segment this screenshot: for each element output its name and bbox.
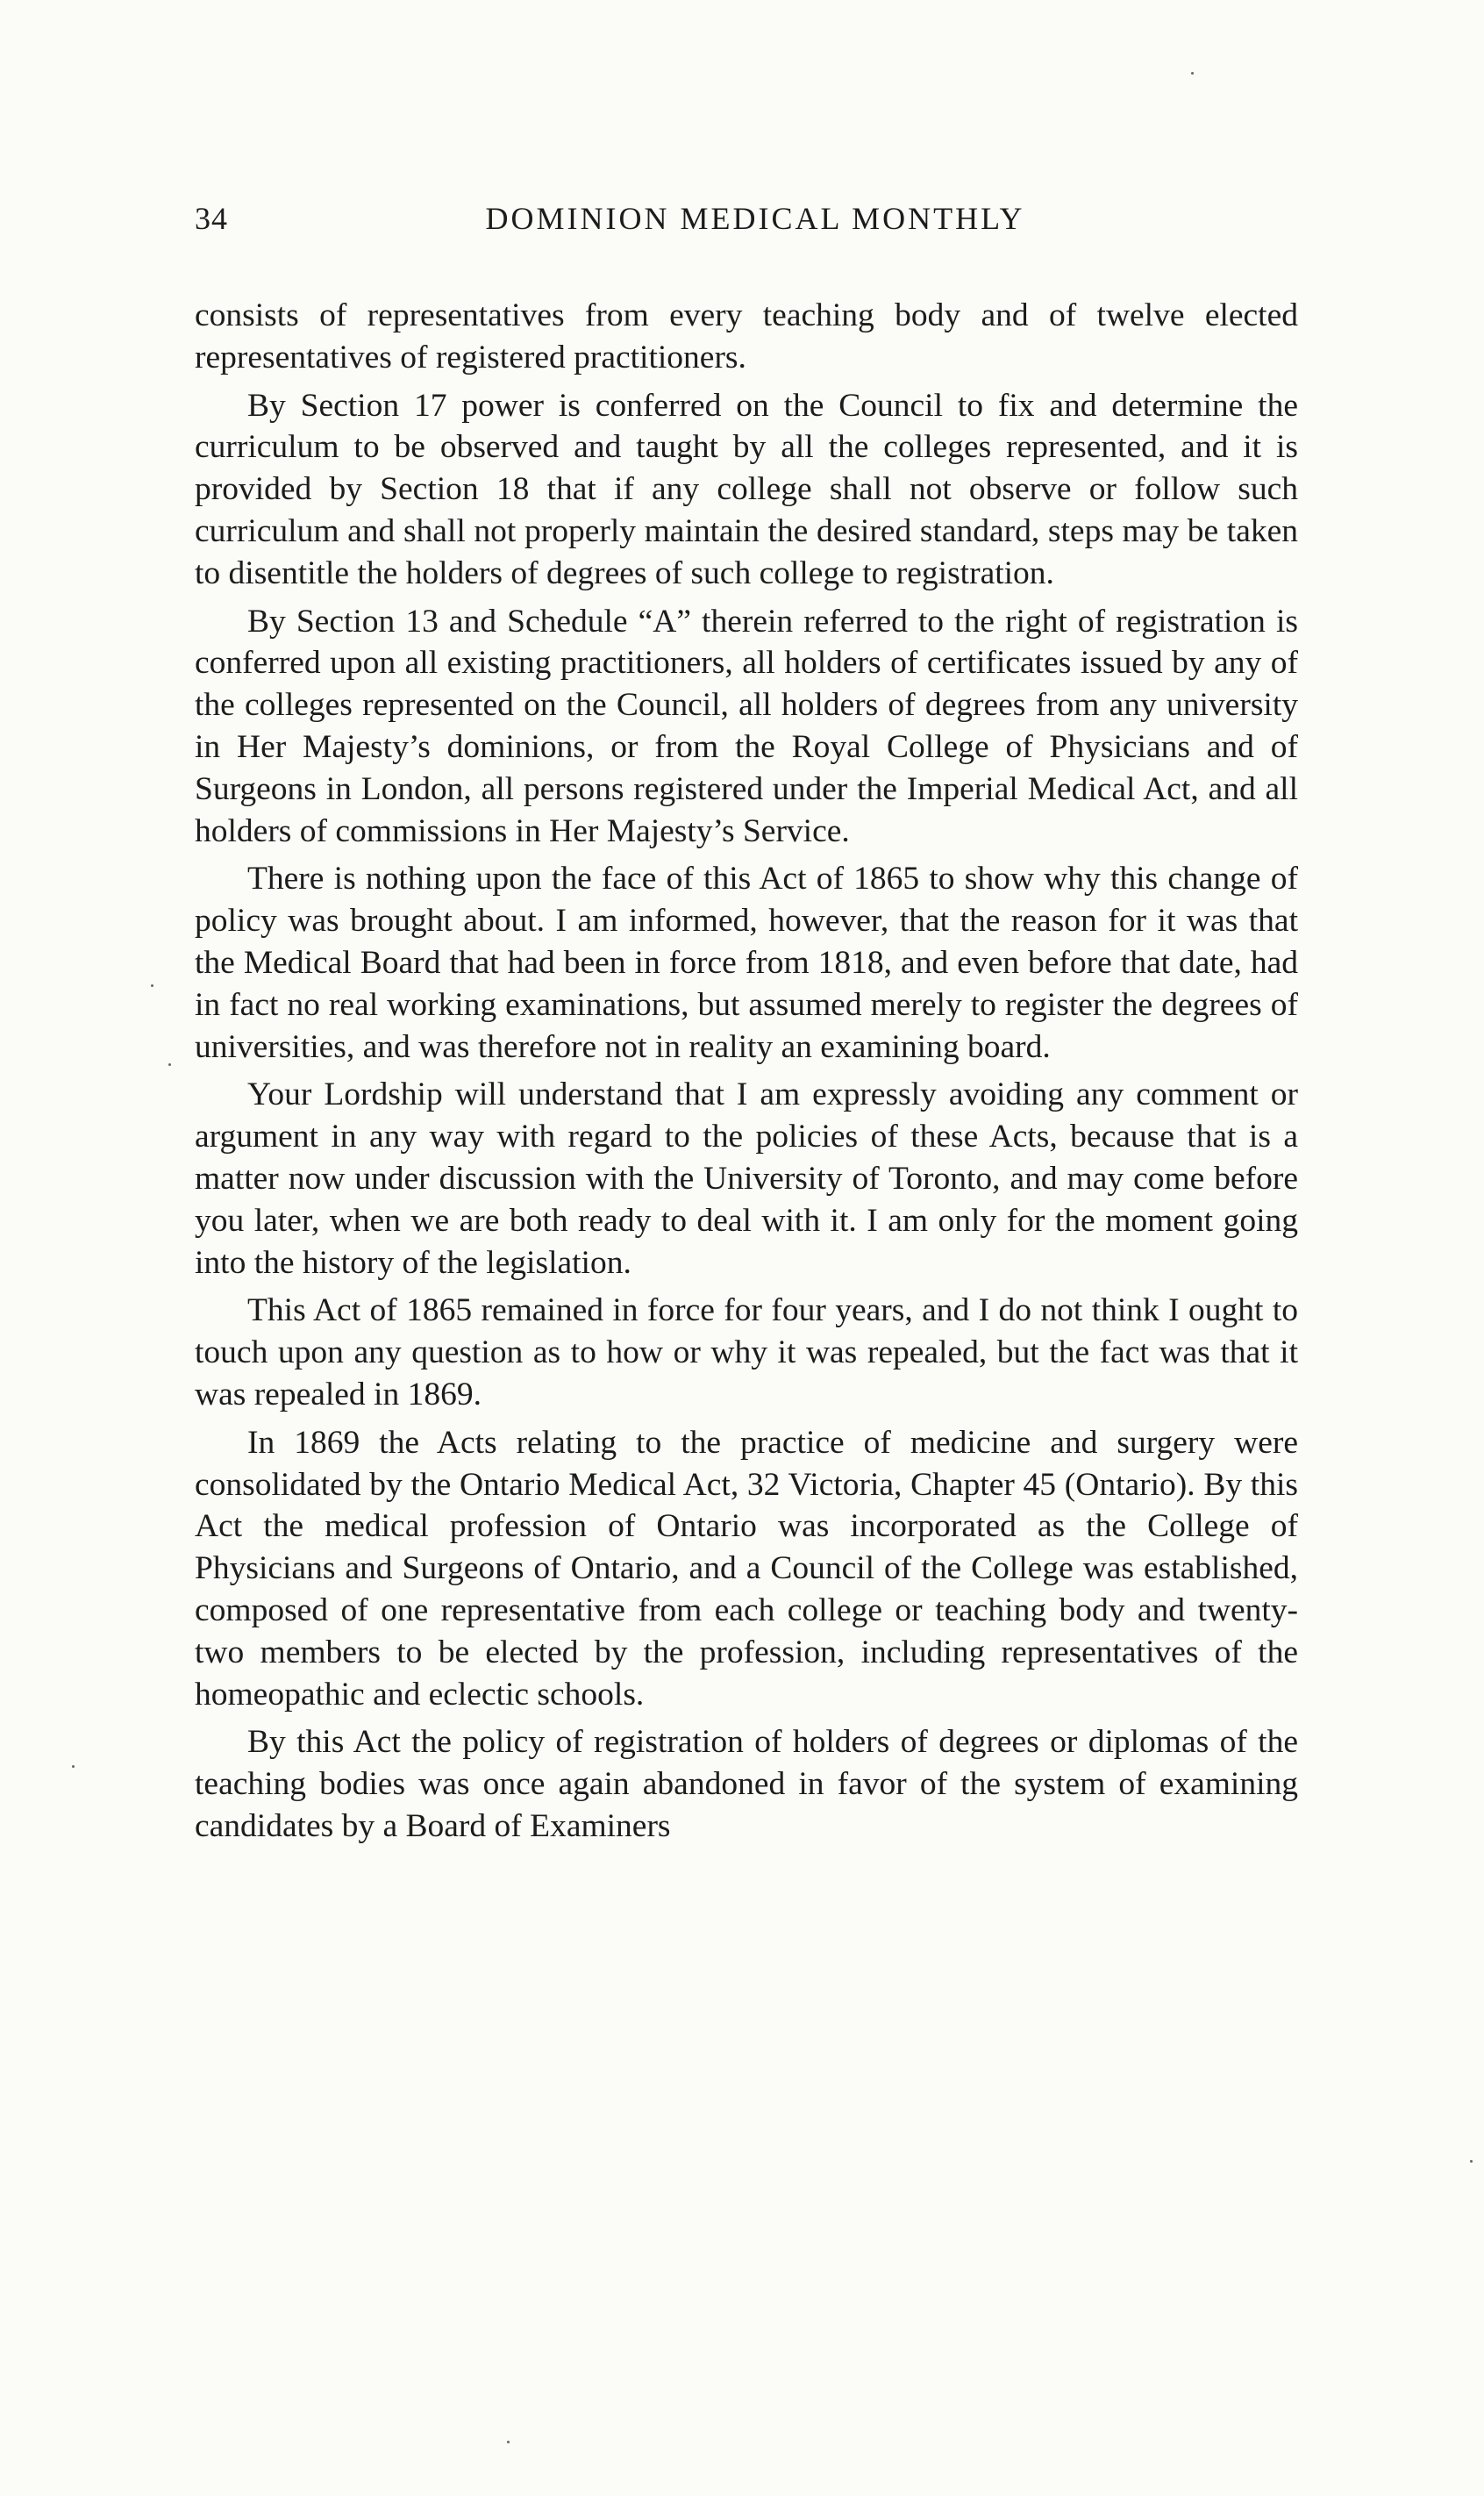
paragraph-1: consists of representatives from every teaching body and of twelve elected representatives of registered practitioners. <box>195 297 1298 375</box>
paragraph-5: Your Lordship will understand that I am expressly avoiding any comment or argument in any way with regard to the policies of these Acts, because that is a matter now under discussion with the University of Toronto, and may come before you later, when we are both ready to deal with it. I am only for the moment going into the history of the legislation. <box>195 1076 1298 1281</box>
page-number: 34 <box>195 201 228 236</box>
paragraph-2: By Section 17 power is conferred on the Council to fix and determine the curriculum to be observed and taught by all the colleges represented, and it is provided by Section 18 that if any college shall not observe or follow such curriculum and shall not properly maintain the desired standard, steps may be taken to disentitle the holders of degrees of such college to registration. <box>195 387 1298 591</box>
scan-speck <box>151 984 153 987</box>
scan-speck <box>507 2441 510 2443</box>
paragraph-6: This Act of 1865 remained in force for four years, and I do not think I ought to touch upon any question as to how or why it was repealed, but the fact was that it was repealed in 1869. <box>195 1292 1298 1412</box>
page-header <box>195 200 1298 253</box>
scan-speck <box>1470 2160 1473 2163</box>
paragraph-3: By Section 13 and Schedule “A” therein referred to the right of registration is conferred upon all existing practitioners, all holders of certificates issued by any of the colleges represented on the Council, all holders of degrees from any university in Her Majesty’s dominions, or from the Royal College of Physicians and of Surgeons in London, all persons registered under the Imperial Medical Act, and all holders of commissions in Her Majesty’s Service. <box>195 603 1298 849</box>
paragraph-8: By this Act the policy of registration of holders of degrees or diplomas of the teaching bodies was once again abandoned in favor of the system of examining candidates by a Board of Examiners <box>195 1724 1298 1844</box>
scan-speck <box>168 1063 171 1066</box>
paragraph-4: There is nothing upon the face of this Act of 1865 to show why this change of policy was brought about. I am informed, however, that the reason for it was that the Medical Board that had been in force from 1818, and even before that date, had in fact no real working examinations, but assumed merely to register the degrees of universities, and was therefore not in reality an examining board. <box>195 861 1298 1065</box>
paragraph-7: In 1869 the Acts relating to the practice of medicine and surgery were consolidated by the Ontario Medical Act, 32 Victoria, Chapter 45 (Ontario). By this Act the medical profession of Ontario was incorporated as the College of Physicians and Surgeons of Ontario, and a Council of the College was established, composed of one representative from each college or teaching body and twenty-two members to be elected by the profession, including representatives of the homeopathic and eclectic schools. <box>195 1424 1298 1713</box>
running-title: DOMINION MEDICAL MONTHLY <box>485 201 1025 236</box>
scan-speck <box>1191 72 1194 75</box>
article-body <box>195 295 1298 1854</box>
scan-speck <box>72 1765 75 1768</box>
